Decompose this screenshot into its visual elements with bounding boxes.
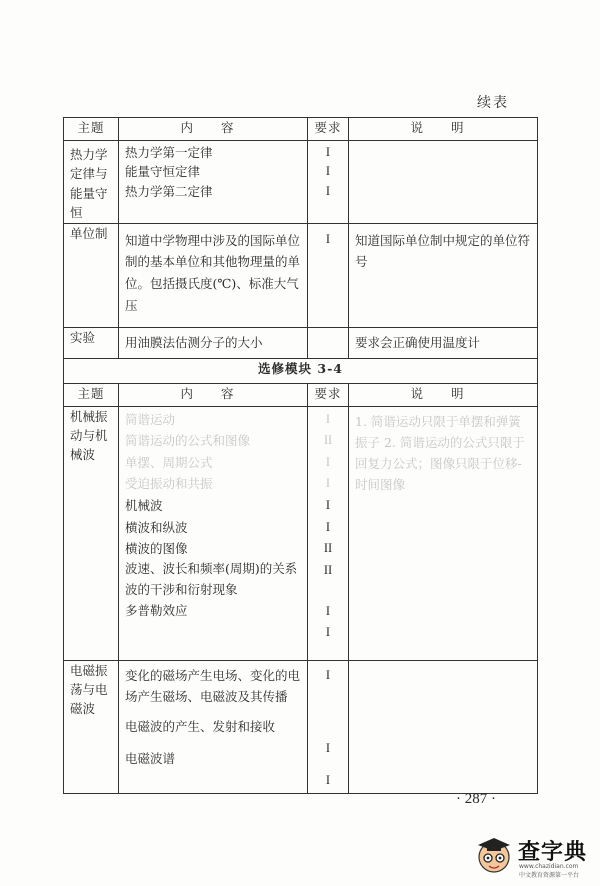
watermark-tagline: 中文教育资源第一平台 xyxy=(519,872,580,879)
watermark-logo xyxy=(474,833,594,879)
requirement-level: II xyxy=(323,541,333,556)
requirement-cell xyxy=(308,223,349,327)
content-item: 电磁波的产生、发射和接收 xyxy=(125,719,276,735)
content-cell xyxy=(119,141,308,224)
requirement-level: I xyxy=(325,603,331,618)
header-content: 内 容 xyxy=(119,118,308,141)
requirement-cell xyxy=(308,327,349,358)
table-header-row xyxy=(64,383,538,406)
header-topic: 主题 xyxy=(64,383,119,406)
requirement-level: I xyxy=(325,411,331,426)
requirement-level: II xyxy=(323,562,333,577)
watermark-site: www.chazidian.com xyxy=(519,863,579,870)
header-topic: 主题 xyxy=(64,118,119,141)
table-row xyxy=(64,660,538,793)
content-item: 变化的磁场产生电场、变化的电场产生磁场、电磁波及其传播 xyxy=(125,667,301,705)
note-cell: 1. 简谐运动只限于单摆和弹簧振子 2. 简谐运动的公式只限于回复力公式；图像只限于位移-时间图像 xyxy=(349,406,538,660)
requirement-level: I xyxy=(325,773,331,788)
page-number: · 287 · xyxy=(456,791,496,807)
requirement-level: II xyxy=(323,433,333,448)
content-item: 简谐运动 xyxy=(125,411,176,427)
header-requirement: 要求 xyxy=(308,118,349,141)
topic-cell: 实验 xyxy=(64,327,119,358)
requirement-level: I xyxy=(325,625,331,640)
requirement-cell xyxy=(308,406,349,660)
content-item: 波速、波长和频率(周期)的关系 xyxy=(125,560,298,576)
watermark-name: 查字典 xyxy=(518,840,588,865)
header-requirement: 要求 xyxy=(308,383,349,406)
content-cell xyxy=(119,406,308,660)
requirement-level: I xyxy=(325,454,331,469)
requirement-level: I xyxy=(325,164,331,179)
requirement-level: I xyxy=(325,145,331,159)
note-cell: 知道国际单位制中规定的单位符号 xyxy=(349,223,538,327)
requirement-level: I xyxy=(325,498,331,512)
table-header-row xyxy=(64,118,538,141)
requirement-level: I xyxy=(325,519,331,534)
content-item: 知道中学物理中涉及的国际单位制的基本单位和其他物理量的单位。包括摄氏度(℃)、标准大气压 xyxy=(125,232,301,314)
requirement-level: I xyxy=(325,741,331,756)
requirement-cell xyxy=(308,141,349,224)
content-item: 电磁波谱 xyxy=(125,751,176,767)
header-note: 说 明 xyxy=(349,118,538,141)
header-note: 说 明 xyxy=(349,383,538,406)
content-item: 横波和纵波 xyxy=(125,519,188,535)
mascot-icon xyxy=(474,835,514,877)
requirement-level: I xyxy=(325,476,331,491)
note-cell xyxy=(349,141,538,224)
content-item: 受迫振动和共振 xyxy=(125,476,213,492)
content-item: 能量守恒定律 xyxy=(125,164,201,180)
requirement-level: I xyxy=(325,231,331,246)
content-item: 机械波 xyxy=(125,498,163,513)
content-item: 单摆、周期公式 xyxy=(125,454,213,470)
module-title: 选修模块 3-4 xyxy=(64,358,538,383)
content-item: 横波的图像 xyxy=(125,541,188,557)
topic-cell: 电磁振荡与电磁波 xyxy=(64,660,119,793)
header-content: 内 容 xyxy=(119,383,308,406)
content-item: 热力学第一定律 xyxy=(125,145,213,160)
requirement-level: I xyxy=(325,667,331,682)
requirement-cell xyxy=(308,660,349,793)
topic-cell: 机械振动与机械波 xyxy=(64,406,119,660)
note-cell: 要求会正确使用温度计 xyxy=(349,327,538,358)
content-item: 简谐运动的公式和图像 xyxy=(125,433,251,449)
content-cell xyxy=(119,660,308,793)
table-row xyxy=(64,327,538,358)
content-item: 波的干涉和衍射现象 xyxy=(125,581,238,597)
continued-table-label: 续表 xyxy=(477,95,509,111)
topic-cell: 热力学定律与能量守恒 xyxy=(64,141,119,224)
content-cell xyxy=(119,223,308,327)
content-item: 热力学第二定律 xyxy=(125,183,213,199)
topic-cell: 单位制 xyxy=(64,223,119,327)
content-cell: 用油膜法估测分子的大小 xyxy=(119,327,308,358)
module-title-row xyxy=(64,358,538,383)
requirement-level: I xyxy=(325,183,331,198)
table-row xyxy=(64,406,538,660)
content-item: 多普勒效应 xyxy=(125,603,188,619)
curriculum-table xyxy=(63,117,538,794)
table-row xyxy=(64,223,538,327)
table-row xyxy=(64,141,538,224)
note-cell xyxy=(349,660,538,793)
